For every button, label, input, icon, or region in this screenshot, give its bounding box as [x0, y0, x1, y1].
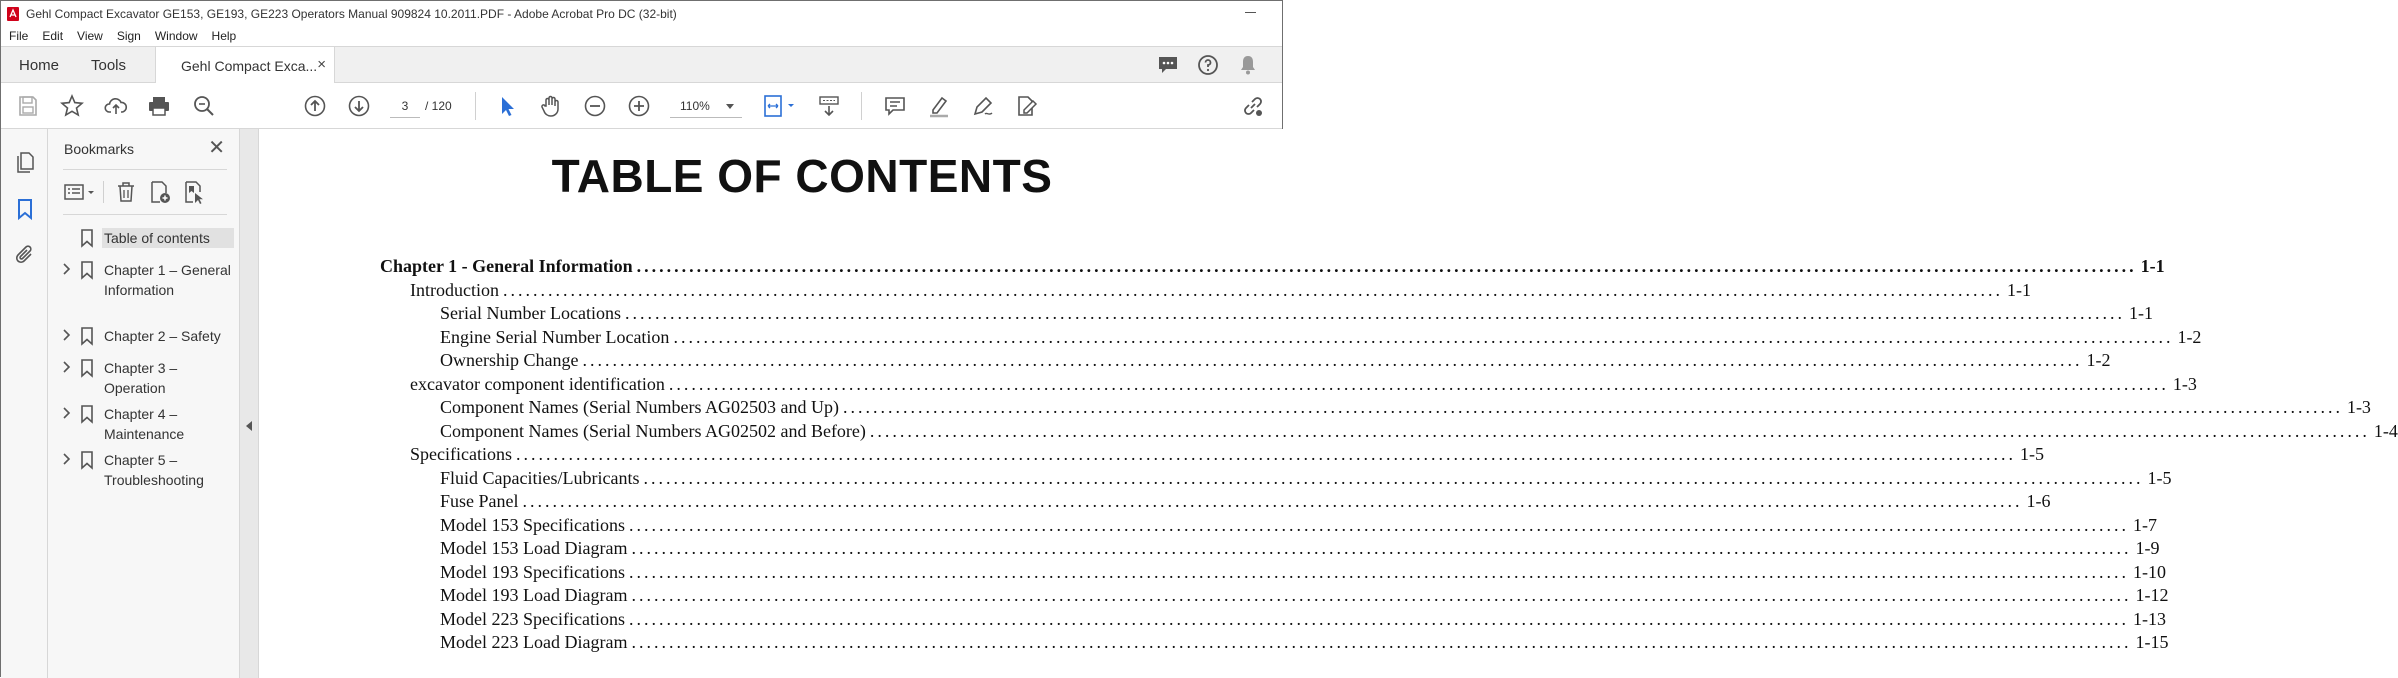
page-total: / 120 [425, 99, 452, 113]
bookmarks-toolbar [63, 179, 233, 205]
edit-pdf-icon[interactable] [1014, 94, 1038, 118]
bookmark-label: Chapter 5 – Troubleshooting [104, 452, 204, 488]
toc-entry-title: Model 223 Specifications [440, 609, 625, 629]
toc-entry[interactable] [380, 538, 2160, 560]
toc-entry[interactable] [380, 609, 2166, 631]
toc-entry-title: Engine Serial Number Location [440, 327, 670, 347]
bookmarks-panel [48, 129, 240, 678]
tab-document-label: Gehl Compact Exca... [181, 57, 318, 74]
toc-entry-page: 1-2 [2086, 350, 2111, 370]
toc-entry-title: excavator component identification [410, 374, 665, 394]
toc-entry-title: Fuse Panel [440, 491, 519, 511]
toc-leader-dots: ........................................................................................................................................................................................................ [628, 609, 2129, 629]
toc-entry-page: 1-6 [2026, 491, 2051, 511]
chevron-right-icon[interactable] [62, 262, 72, 276]
toc-entry-page: 1-1 [2128, 303, 2153, 323]
toc-leader-dots: ........................................................................................................................................................................................................ [668, 374, 2169, 394]
toc-entry-page: 1-13 [2132, 609, 2166, 629]
toc-entry[interactable] [380, 562, 2166, 584]
toc-entry-title: Introduction [410, 280, 499, 300]
toc-leader-dots: ........................................................................................................................................................................................................ [673, 327, 2174, 347]
bookmark-icon [80, 327, 94, 345]
toc-entry[interactable] [380, 303, 2153, 325]
toc-entry[interactable] [380, 327, 2202, 349]
toc-entry[interactable] [380, 280, 2031, 302]
toc-leader-dots: ........................................................................................................................................................................................................ [522, 491, 2023, 511]
chevron-right-icon[interactable] [62, 406, 72, 420]
toc-leader-dots: ........................................................................................................................................................................................................ [515, 444, 2016, 464]
comment-bubble-icon[interactable] [1156, 53, 1180, 77]
bookmark-icon [80, 261, 94, 279]
scroll-mode-icon[interactable] [817, 94, 841, 118]
toc-entry-title: Fluid Capacities/Lubricants [440, 468, 640, 488]
toc-leader-dots: ........................................................................................................................................................................................................ [582, 350, 2083, 370]
menu-sign[interactable]: Sign [116, 29, 141, 43]
zoom-level-select[interactable] [670, 94, 742, 118]
toolbar-divider [475, 92, 476, 120]
minimize-button[interactable] [1245, 12, 1256, 13]
left-navigation-rail [1, 129, 48, 678]
bookmarks-panel-title: Bookmarks [64, 141, 135, 157]
bookmark-icon [80, 229, 94, 247]
page-heading: TABLE OF CONTENTS [551, 150, 1053, 202]
toc-entry[interactable] [380, 491, 2051, 513]
toolbar-divider [103, 181, 104, 203]
toc-entry[interactable] [380, 632, 2169, 654]
menu-view[interactable]: View [77, 29, 103, 43]
toc-entry-page: 1-3 [2346, 397, 2371, 417]
toc-entry-title: Serial Number Locations [440, 303, 621, 323]
bookmarks-panel-icon[interactable] [13, 197, 37, 221]
toc-leader-dots: ........................................................................................................................................................................................................ [643, 468, 2144, 488]
chevron-down-icon [726, 104, 734, 109]
toc-leader-dots: ........................................................................................................................................................................................................ [636, 256, 2137, 276]
bookmark-icon [80, 405, 94, 423]
help-icon[interactable] [1196, 53, 1220, 77]
toc-entry[interactable] [380, 256, 2165, 278]
header-right-icons [1156, 53, 1260, 77]
toc-leader-dots: ........................................................................................................................................................................................................ [624, 303, 2125, 323]
toc-entry-page: 1-5 [2147, 468, 2172, 488]
zoom-out-icon[interactable] [583, 94, 607, 118]
close-panel-icon[interactable]: ✕ [208, 137, 225, 159]
toolbar-divider [861, 92, 862, 120]
toc-entry-title: Model 153 Load Diagram [440, 538, 628, 558]
save-icon[interactable] [16, 94, 40, 118]
page-number-input[interactable]: 3 [390, 94, 420, 118]
add-comment-icon[interactable] [883, 94, 907, 118]
toc-entry-page: 1-4 [2373, 421, 2398, 441]
bookmark-icon [80, 359, 94, 377]
bookmark-icon [80, 451, 94, 469]
draw-pen-icon[interactable] [971, 94, 995, 118]
tab-row [1, 46, 1282, 83]
toc-entry-title: Component Names (Serial Numbers AG02502 and Before) [440, 421, 866, 441]
toc-entry-page: 1-9 [2135, 538, 2160, 558]
tab-tools[interactable]: Tools [91, 56, 127, 74]
toc-entry-title: Model 223 Load Diagram [440, 632, 628, 652]
menu-file[interactable]: File [9, 29, 29, 43]
toc-leader-dots: ........................................................................................................................................................................................................ [631, 585, 2132, 605]
toc-entry-title: Ownership Change [440, 350, 579, 370]
toc-leader-dots: ........................................................................................................................................................................................................ [628, 562, 2129, 582]
menu-help[interactable]: Help [211, 29, 237, 43]
tab-document[interactable] [155, 47, 335, 84]
bookmark-label: Chapter 4 – Maintenance [104, 406, 185, 442]
panel-collapse-handle[interactable] [240, 129, 259, 678]
tab-home[interactable]: Home [19, 56, 60, 74]
close-tab-icon[interactable]: × [317, 56, 326, 73]
toc-leader-dots: ........................................................................................................................................................................................................ [628, 515, 2129, 535]
panel-divider [63, 214, 227, 215]
next-page-icon[interactable] [347, 94, 371, 118]
share-link-icon[interactable] [1241, 94, 1265, 118]
highlight-pen-icon[interactable] [927, 94, 951, 118]
toc-entry[interactable] [380, 585, 2169, 607]
bookmark-options-icon[interactable] [63, 180, 99, 204]
chevron-right-icon[interactable] [62, 452, 72, 466]
chevron-right-icon[interactable] [62, 360, 72, 374]
toc-entry-page: 1-15 [2135, 632, 2169, 652]
fit-page-icon[interactable] [763, 94, 797, 118]
toc-entry-page: 1-12 [2135, 585, 2169, 605]
attachments-paperclip-icon[interactable] [13, 243, 37, 267]
toc-entry-title: Component Names (Serial Numbers AG02503 and Up) [440, 397, 839, 417]
toc-entry[interactable] [380, 444, 2044, 466]
toc-entry-title: Model 193 Load Diagram [440, 585, 628, 605]
menu-window[interactable]: Window [154, 29, 198, 43]
document-viewer[interactable] [259, 129, 2398, 678]
toc-leader-dots: ........................................................................................................................................................................................................ [842, 397, 2343, 417]
page-thumbnails-icon[interactable] [13, 149, 37, 173]
collapse-arrow-icon [246, 421, 252, 431]
bookmark-star-icon[interactable] [60, 94, 84, 118]
toc-leader-dots: ........................................................................................................................................................................................................ [631, 538, 2132, 558]
delete-bookmark-icon[interactable] [114, 180, 138, 204]
title-bar [1, 1, 1282, 26]
bookmark-from-selection-icon[interactable] [182, 180, 206, 204]
toc-entry[interactable] [380, 421, 2398, 443]
toc-entry-page: 1-3 [2172, 374, 2197, 394]
window-title: Gehl Compact Excavator GE153, GE193, GE223 Operators Manual 909824 10.2011.PDF - Adobe Acrobat Pro DC (32-bit) [26, 6, 677, 21]
previous-page-icon[interactable] [303, 94, 327, 118]
toc-entry-title: Specifications [410, 444, 512, 464]
toc-entry-page: 1-10 [2132, 562, 2166, 582]
toc-entry[interactable] [380, 397, 2371, 419]
bookmark-label: Chapter 1 – General Information [104, 262, 231, 298]
notification-bell-icon[interactable] [1236, 53, 1260, 77]
toc-entry-title: Model 193 Specifications [440, 562, 625, 582]
menu-edit[interactable]: Edit [42, 29, 64, 43]
toc-leader-dots: ........................................................................................................................................................................................................ [502, 280, 2003, 300]
toc-entry-page: 1-7 [2132, 515, 2157, 535]
toc-entry-page: 1-2 [2177, 327, 2202, 347]
cloud-upload-icon[interactable] [104, 94, 128, 118]
toc-entry-title: Model 153 Specifications [440, 515, 625, 535]
zoom-level-value: 110% [680, 99, 710, 113]
search-zoom-icon[interactable] [192, 94, 216, 118]
new-bookmark-icon[interactable] [148, 180, 172, 204]
bookmark-label: Chapter 3 – Operation [104, 360, 178, 396]
panel-divider [63, 169, 227, 170]
toc-entry-page: 1-5 [2019, 444, 2044, 464]
bookmark-label: Table of contents [102, 228, 234, 248]
select-cursor-icon[interactable] [495, 94, 519, 118]
main-toolbar [1, 83, 1282, 129]
acrobat-app-icon [6, 6, 20, 22]
zoom-in-icon[interactable] [627, 94, 651, 118]
bookmark-label: Chapter 2 – Safety [104, 328, 221, 344]
print-icon[interactable] [147, 94, 171, 118]
hand-tool-icon[interactable] [539, 94, 563, 118]
toc-entry[interactable] [380, 468, 2172, 490]
toc-leader-dots: ........................................................................................................................................................................................................ [869, 421, 2370, 441]
chevron-right-icon[interactable] [62, 328, 72, 342]
toc-entry[interactable] [380, 515, 2157, 537]
menu-bar [1, 26, 1282, 46]
toc-entry-page: 1-1 [2006, 280, 2031, 300]
toc-entry-title: Chapter 1 - General Information [380, 256, 633, 276]
toc-leader-dots: ........................................................................................................................................................................................................ [631, 632, 2132, 652]
toc-entry[interactable] [380, 350, 2111, 372]
toc-entry[interactable] [380, 374, 2197, 396]
toc-entry-page: 1-1 [2140, 256, 2165, 276]
